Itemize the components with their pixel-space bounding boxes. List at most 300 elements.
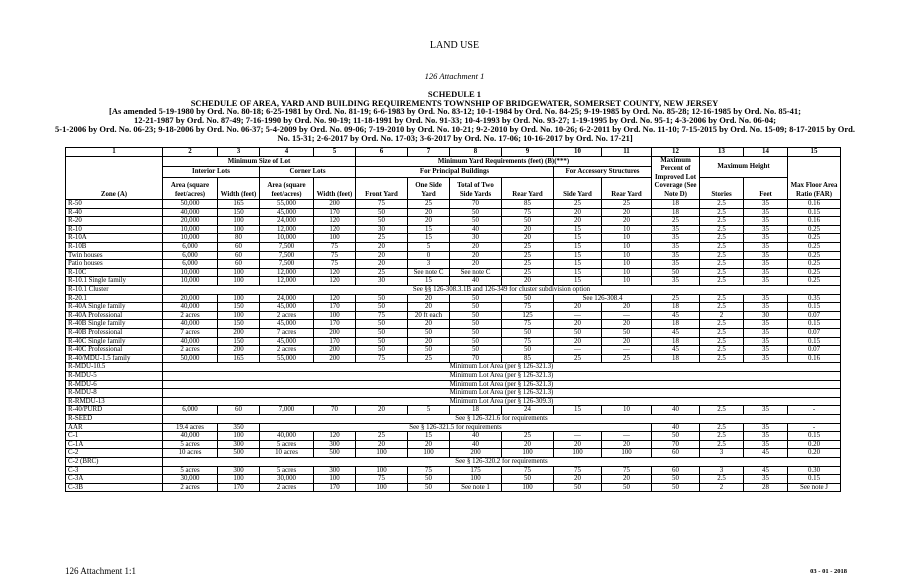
zone-cell: AAR xyxy=(66,423,163,432)
table-cell: 0.25 xyxy=(788,251,841,260)
table-cell: 200 xyxy=(450,449,502,458)
corner-width-header: Width (feet) xyxy=(314,177,356,199)
table-cell: 2.5 xyxy=(700,440,744,449)
table-cell: 120 xyxy=(314,268,356,277)
table-cell: 10 xyxy=(602,225,652,234)
table-cell: — xyxy=(554,346,602,355)
table-cell: 0.15 xyxy=(788,208,841,217)
table-cell: 30 xyxy=(356,225,408,234)
table-cell: 35 xyxy=(744,268,788,277)
zone-cell: Twin houses xyxy=(66,251,163,260)
schedule-number: SCHEDULE 1 xyxy=(427,89,482,99)
table-row xyxy=(66,251,841,260)
table-cell: 20 ft each xyxy=(408,311,450,320)
table-cell: 50 xyxy=(356,208,408,217)
table-cell: 300 xyxy=(218,440,260,449)
corner-lots-header: Corner Lots xyxy=(260,167,356,178)
table-cell: 18 xyxy=(652,320,700,329)
table-cell: 60 xyxy=(652,466,700,475)
amendment-line: No. 15-31; 2-6-2017 by Ord. No. 17-03; 3-6-2017 by Ord. No. 17-06; 10-16-2017 by Ord. No. 17-21] xyxy=(277,133,633,143)
zone-cell: C-1A xyxy=(66,440,163,449)
table-cell: 35 xyxy=(744,243,788,252)
table-cell: 20 xyxy=(408,337,450,346)
table-cell: 7 acres xyxy=(163,329,218,338)
table-row xyxy=(66,363,841,372)
table-cell: — xyxy=(554,311,602,320)
table-body xyxy=(66,200,841,492)
table-cell: 0.25 xyxy=(788,243,841,252)
table-row xyxy=(66,406,841,415)
zone-cell: R-20.1 xyxy=(66,294,163,303)
table-cell: 20 xyxy=(502,225,554,234)
table-row xyxy=(66,225,841,234)
zone-cell: C-2 (BRC) xyxy=(66,457,163,466)
table-cell: 10 xyxy=(602,260,652,269)
table-cell: 35 xyxy=(744,440,788,449)
principal-buildings-header: For Principal Buildings xyxy=(356,167,554,178)
table-cell: 300 xyxy=(218,466,260,475)
table-cell: 75 xyxy=(356,354,408,363)
amendment-line: 5-1-2006 by Ord. No. 06-23; 9-18-2006 by Ord. No. 06-37; 5-4-2009 by Ord. No. 09-06; 7-19-2010 by Ord. No. 10-21; 9-2-2010 by Ord. No. 10-26; 6-2-2011 by Ord. No. 11-10; 7-15-2015 by Ord. No. 15-09; 8-17-2015 by Ord. xyxy=(55,124,855,134)
table-cell: 35 xyxy=(744,423,788,432)
table-cell: 100 xyxy=(218,225,260,234)
table-cell: 50 xyxy=(408,475,450,484)
table-cell: 60 xyxy=(218,406,260,415)
accessory-side-yard-header: Side Yard xyxy=(554,177,602,199)
zone-cell: R-40A Single family xyxy=(66,303,163,312)
table-cell: 40 xyxy=(450,225,502,234)
zone-cell: R-50 xyxy=(66,200,163,209)
table-cell: 20 xyxy=(602,208,652,217)
table-cell: 25 xyxy=(554,354,602,363)
table-cell: 50 xyxy=(356,346,408,355)
note-cell: See 126-308.4 xyxy=(554,294,652,303)
zone-cell: R-10.1 Cluster xyxy=(66,286,163,295)
column-number: 6 xyxy=(356,148,408,157)
table-cell: 3 xyxy=(700,449,744,458)
table-cell: 100 xyxy=(218,432,260,441)
column-number: 13 xyxy=(700,148,744,157)
table-cell: 20 xyxy=(408,294,450,303)
table-cell: 40 xyxy=(652,423,700,432)
table-cell: 0.15 xyxy=(788,320,841,329)
table-cell: 50 xyxy=(408,329,450,338)
table-cell: — xyxy=(554,432,602,441)
table-cell: 45 xyxy=(652,311,700,320)
table-cell: 0.07 xyxy=(788,346,841,355)
table-row xyxy=(66,337,841,346)
table-cell: 20 xyxy=(408,217,450,226)
table-cell: 50 xyxy=(356,294,408,303)
attachment-label: 126 Attachment 1 xyxy=(424,71,485,81)
max-coverage-header: Maximum Percent of Improved Lot Coverage (See Note D) xyxy=(652,156,700,200)
table-cell: 50 xyxy=(450,346,502,355)
table-cell: 6,000 xyxy=(163,243,218,252)
table-cell: 6,000 xyxy=(163,251,218,260)
accessory-rear-yard-header: Rear Yard xyxy=(602,177,652,199)
table-cell: 0.07 xyxy=(788,329,841,338)
table-row xyxy=(66,457,841,466)
table-cell: 50 xyxy=(450,294,502,303)
table-cell: 35 xyxy=(652,243,700,252)
table-cell: 20 xyxy=(408,440,450,449)
table-cell: 120 xyxy=(314,277,356,286)
table-cell: 170 xyxy=(218,483,260,492)
interior-width-header: Width (feet) xyxy=(218,177,260,199)
table-cell: 0.16 xyxy=(788,200,841,209)
table-cell: 20 xyxy=(602,217,652,226)
table-cell: 50 xyxy=(554,483,602,492)
schedule-title: SCHEDULE OF AREA, YARD AND BUILDING REQUIREMENTS TOWNSHIP OF BRIDGEWATER, SOMERSET COUNTY, NEW JERSEY xyxy=(190,98,719,108)
table-cell: 50 xyxy=(356,303,408,312)
table-cell: 50 xyxy=(502,329,554,338)
table-cell: 12,000 xyxy=(260,277,314,286)
zone-cell: R-40 xyxy=(66,208,163,217)
table-cell: 30,000 xyxy=(260,475,314,484)
column-number-row xyxy=(66,148,841,157)
table-row xyxy=(66,286,841,295)
table-cell: 35 xyxy=(744,329,788,338)
table-cell: 20,000 xyxy=(163,294,218,303)
table-cell: 40,000 xyxy=(163,337,218,346)
table-cell: 500 xyxy=(314,449,356,458)
table-cell: 50 xyxy=(356,337,408,346)
column-number: 5 xyxy=(314,148,356,157)
table-cell: 120 xyxy=(314,225,356,234)
table-cell: 85 xyxy=(502,354,554,363)
table-cell: 50 xyxy=(356,217,408,226)
front-yard-header: Front Yard xyxy=(356,177,408,199)
table-cell: 50 xyxy=(652,483,700,492)
table-cell: 50 xyxy=(450,311,502,320)
table-cell: 18 xyxy=(652,354,700,363)
table-row xyxy=(66,397,841,406)
table-cell: 0.30 xyxy=(788,466,841,475)
table-cell: 18 xyxy=(450,406,502,415)
table-cell: 75 xyxy=(356,311,408,320)
table-cell: 35 xyxy=(652,225,700,234)
table-cell: 18 xyxy=(652,200,700,209)
table-cell: 20 xyxy=(602,320,652,329)
table-cell: 50 xyxy=(502,475,554,484)
note-cell: See § 126-321.6 for requirements xyxy=(163,414,841,423)
table-cell: 0.25 xyxy=(788,277,841,286)
table-cell: 125 xyxy=(502,311,554,320)
table-cell: 300 xyxy=(314,440,356,449)
table-cell: 25 xyxy=(408,354,450,363)
table-cell: 50 xyxy=(450,337,502,346)
table-cell: 35 xyxy=(744,225,788,234)
table-cell: 0.20 xyxy=(788,440,841,449)
table-cell: 35 xyxy=(744,320,788,329)
table-cell: 50 xyxy=(450,217,502,226)
table-cell: 30 xyxy=(450,234,502,243)
table-row xyxy=(66,346,841,355)
interior-lots-header: Interior Lots xyxy=(163,167,260,178)
zone-cell: R-10C xyxy=(66,268,163,277)
table-cell: 2.5 xyxy=(700,320,744,329)
table-cell: 15 xyxy=(554,406,602,415)
table-cell: 50 xyxy=(450,320,502,329)
table-cell: 10 xyxy=(602,243,652,252)
table-cell: — xyxy=(602,432,652,441)
table-cell: 15 xyxy=(408,432,450,441)
table-row xyxy=(66,414,841,423)
table-row xyxy=(66,303,841,312)
table-cell: 100 xyxy=(554,449,602,458)
table-cell: 2 acres xyxy=(260,346,314,355)
table-cell: 100 xyxy=(356,483,408,492)
table-cell: 60 xyxy=(218,251,260,260)
table-cell: 75 xyxy=(314,251,356,260)
table-cell: 0.07 xyxy=(788,311,841,320)
table-cell: 20 xyxy=(450,243,502,252)
table-cell: 18 xyxy=(652,303,700,312)
table-cell: 45 xyxy=(744,466,788,475)
table-cell: 40,000 xyxy=(163,432,218,441)
table-cell: 75 xyxy=(356,200,408,209)
note-cell: See §§ 126-308.3.1B and 126-349 for cluster subdivision option xyxy=(163,286,841,295)
table-cell: 15 xyxy=(554,225,602,234)
table-cell: 50 xyxy=(602,483,652,492)
zone-cell: R-MDU-5 xyxy=(66,371,163,380)
zone-cell: R-MDU-8 xyxy=(66,389,163,398)
table-cell: 20 xyxy=(602,337,652,346)
table-cell: 165 xyxy=(218,200,260,209)
zone-cell: R-40/PURD xyxy=(66,406,163,415)
table-cell: 5 acres xyxy=(260,440,314,449)
table-cell: See note C xyxy=(450,268,502,277)
table-cell: 200 xyxy=(218,329,260,338)
table-cell: 25 xyxy=(602,200,652,209)
table-cell: 2.5 xyxy=(700,329,744,338)
note-cell: Minimum Lot Area (per § 126-321.3) xyxy=(163,371,841,380)
table-row xyxy=(66,243,841,252)
table-cell: 2.5 xyxy=(700,217,744,226)
table-cell: 2 acres xyxy=(260,483,314,492)
table-cell: 5 acres xyxy=(163,466,218,475)
page-footer-label: 126 Attachment 1:1 xyxy=(65,566,136,576)
table-cell: — xyxy=(602,311,652,320)
table-cell: 0.15 xyxy=(788,432,841,441)
table-row xyxy=(66,440,841,449)
requirements-table xyxy=(65,147,841,492)
table-cell: 55,000 xyxy=(260,200,314,209)
table-cell: 20 xyxy=(602,475,652,484)
table-row xyxy=(66,475,841,484)
table-cell: 0.25 xyxy=(788,234,841,243)
table-cell: 6,000 xyxy=(163,406,218,415)
table-cell: 3 xyxy=(700,466,744,475)
min-yard-header: Minimum Yard Requirements (feet) (B)(***) xyxy=(356,156,652,167)
table-row xyxy=(66,217,841,226)
two-side-yards-header: Total of Two Side Yards xyxy=(450,177,502,199)
table-row xyxy=(66,208,841,217)
table-cell: 45,000 xyxy=(260,208,314,217)
table-cell: 35 xyxy=(652,234,700,243)
table-cell: 100 xyxy=(218,311,260,320)
table-cell: 75 xyxy=(554,466,602,475)
table-cell: 100 xyxy=(314,475,356,484)
table-cell: 100 xyxy=(218,217,260,226)
table-row xyxy=(66,311,841,320)
table-cell: 5 xyxy=(408,243,450,252)
one-side-yard-header: One Side Yard xyxy=(408,177,450,199)
table-cell: 25 xyxy=(356,432,408,441)
table-cell: 2.5 xyxy=(700,243,744,252)
amendment-line: 12-21-1987 by Ord. No. 87-49; 7-16-1990 by Ord. No. 90-19; 11-18-1991 by Ord. No. 91-33; 10-4-1993 by Ord. No. 93-27; 1-19-1995 by Ord. No. 95-1; 4-3-2006 by Ord. No. 06-04; xyxy=(134,115,776,125)
table-cell: 10,000 xyxy=(163,277,218,286)
table-cell: 85 xyxy=(502,200,554,209)
table-cell: 35 xyxy=(652,251,700,260)
zone-cell: R-10.1 Single family xyxy=(66,277,163,286)
table-cell: 5 xyxy=(408,406,450,415)
table-cell: 35 xyxy=(744,294,788,303)
table-cell: 50 xyxy=(450,329,502,338)
table-row xyxy=(66,234,841,243)
table-cell: 100 xyxy=(450,475,502,484)
table-cell: 175 xyxy=(450,466,502,475)
zone-cell: C-3 xyxy=(66,466,163,475)
table-cell: 35 xyxy=(744,346,788,355)
column-number: 15 xyxy=(788,148,841,157)
table-cell: 20 xyxy=(356,406,408,415)
column-number: 1 xyxy=(66,148,163,157)
table-cell: 35 xyxy=(744,200,788,209)
table-cell: 35 xyxy=(744,337,788,346)
table-cell: 70 xyxy=(450,354,502,363)
table-cell: 35 xyxy=(744,475,788,484)
table-cell: 2 acres xyxy=(260,311,314,320)
table-cell: 30 xyxy=(744,311,788,320)
table-row xyxy=(66,329,841,338)
table-cell: See note C xyxy=(408,268,450,277)
table-cell: 20 xyxy=(356,243,408,252)
table-cell: 10 acres xyxy=(260,449,314,458)
table-cell: 10 xyxy=(602,234,652,243)
table-cell: 35 xyxy=(744,277,788,286)
zone-cell: C-3A xyxy=(66,475,163,484)
table-cell: 20 xyxy=(554,320,602,329)
far-header: Max Floor Area Ratio (FAR) xyxy=(788,156,841,200)
table-cell: 100 xyxy=(218,294,260,303)
table-cell: 200 xyxy=(314,200,356,209)
table-cell: 70 xyxy=(450,200,502,209)
table-cell: 20 xyxy=(502,277,554,286)
table-cell: 20 xyxy=(554,208,602,217)
table-cell: 20 xyxy=(356,440,408,449)
table-cell: 100 xyxy=(602,449,652,458)
table-cell: 150 xyxy=(218,337,260,346)
table-cell: 20 xyxy=(408,208,450,217)
zone-cell: R-20 xyxy=(66,217,163,226)
column-number: 11 xyxy=(602,148,652,157)
table-cell: 24 xyxy=(502,406,554,415)
table-cell: 15 xyxy=(554,260,602,269)
table-cell: 20 xyxy=(450,260,502,269)
table-cell: 7 acres xyxy=(260,329,314,338)
table-cell: 25 xyxy=(502,243,554,252)
table-cell: 40 xyxy=(652,406,700,415)
column-number: 3 xyxy=(218,148,260,157)
table-cell: 19.4 acres xyxy=(163,423,218,432)
table-cell: 20 xyxy=(356,251,408,260)
table-cell: 300 xyxy=(314,466,356,475)
max-height-header: Maximum Height xyxy=(700,156,788,177)
table-cell: 2.5 xyxy=(700,294,744,303)
table-row xyxy=(66,294,841,303)
table-cell: 120 xyxy=(314,294,356,303)
zone-cell: C-1 xyxy=(66,432,163,441)
table-cell: 2.5 xyxy=(700,277,744,286)
note-cell: See § 126-321.5 for requirements xyxy=(260,423,652,432)
table-cell: 25 xyxy=(652,217,700,226)
table-cell: 100 xyxy=(356,449,408,458)
column-number: 12 xyxy=(652,148,700,157)
zone-cell: Patio houses xyxy=(66,260,163,269)
table-cell: 25 xyxy=(602,354,652,363)
table-cell: 10,000 xyxy=(260,234,314,243)
table-cell: 0.15 xyxy=(788,475,841,484)
table-cell: 170 xyxy=(314,208,356,217)
table-row xyxy=(66,389,841,398)
table-cell: 40,000 xyxy=(163,320,218,329)
table-cell: 30,000 xyxy=(163,475,218,484)
table-cell: 35 xyxy=(744,251,788,260)
table-cell: 10 xyxy=(602,268,652,277)
table-cell: 50 xyxy=(602,329,652,338)
table-cell: 12,000 xyxy=(260,268,314,277)
table-cell: 45 xyxy=(652,346,700,355)
zone-cell: R-MDU-6 xyxy=(66,380,163,389)
table-cell: 15 xyxy=(408,277,450,286)
table-cell: 3 xyxy=(408,260,450,269)
table-cell: 20 xyxy=(554,475,602,484)
table-cell: 18 xyxy=(652,208,700,217)
table-cell: 40,000 xyxy=(163,303,218,312)
table-cell: 100 xyxy=(218,277,260,286)
table-cell: 100 xyxy=(218,268,260,277)
table-cell: 25 xyxy=(554,200,602,209)
table-cell: 150 xyxy=(218,303,260,312)
table-cell: - xyxy=(788,423,841,432)
table-cell: 100 xyxy=(502,449,554,458)
table-cell: 350 xyxy=(218,423,260,432)
table-cell: 80 xyxy=(218,234,260,243)
table-cell: 45 xyxy=(652,329,700,338)
table-cell: 35 xyxy=(744,260,788,269)
table-cell: 10 xyxy=(602,406,652,415)
table-cell: 75 xyxy=(502,303,554,312)
table-cell: 2.5 xyxy=(700,225,744,234)
table-cell: 0.15 xyxy=(788,337,841,346)
rear-yard-header: Rear Yard xyxy=(502,177,554,199)
zone-cell: R-40C Single family xyxy=(66,337,163,346)
table-cell: 45 xyxy=(744,449,788,458)
table-cell: 5 acres xyxy=(163,440,218,449)
table-cell: 0.15 xyxy=(788,303,841,312)
column-number: 9 xyxy=(502,148,554,157)
table-cell: 75 xyxy=(314,260,356,269)
table-cell: 2.5 xyxy=(700,303,744,312)
min-lot-header: Minimum Size of Lot xyxy=(163,156,356,167)
table-row xyxy=(66,277,841,286)
table-cell: 50 xyxy=(652,432,700,441)
table-cell: 15 xyxy=(554,277,602,286)
table-cell: 0 xyxy=(408,251,450,260)
table-row xyxy=(66,268,841,277)
table-cell: 70 xyxy=(652,440,700,449)
